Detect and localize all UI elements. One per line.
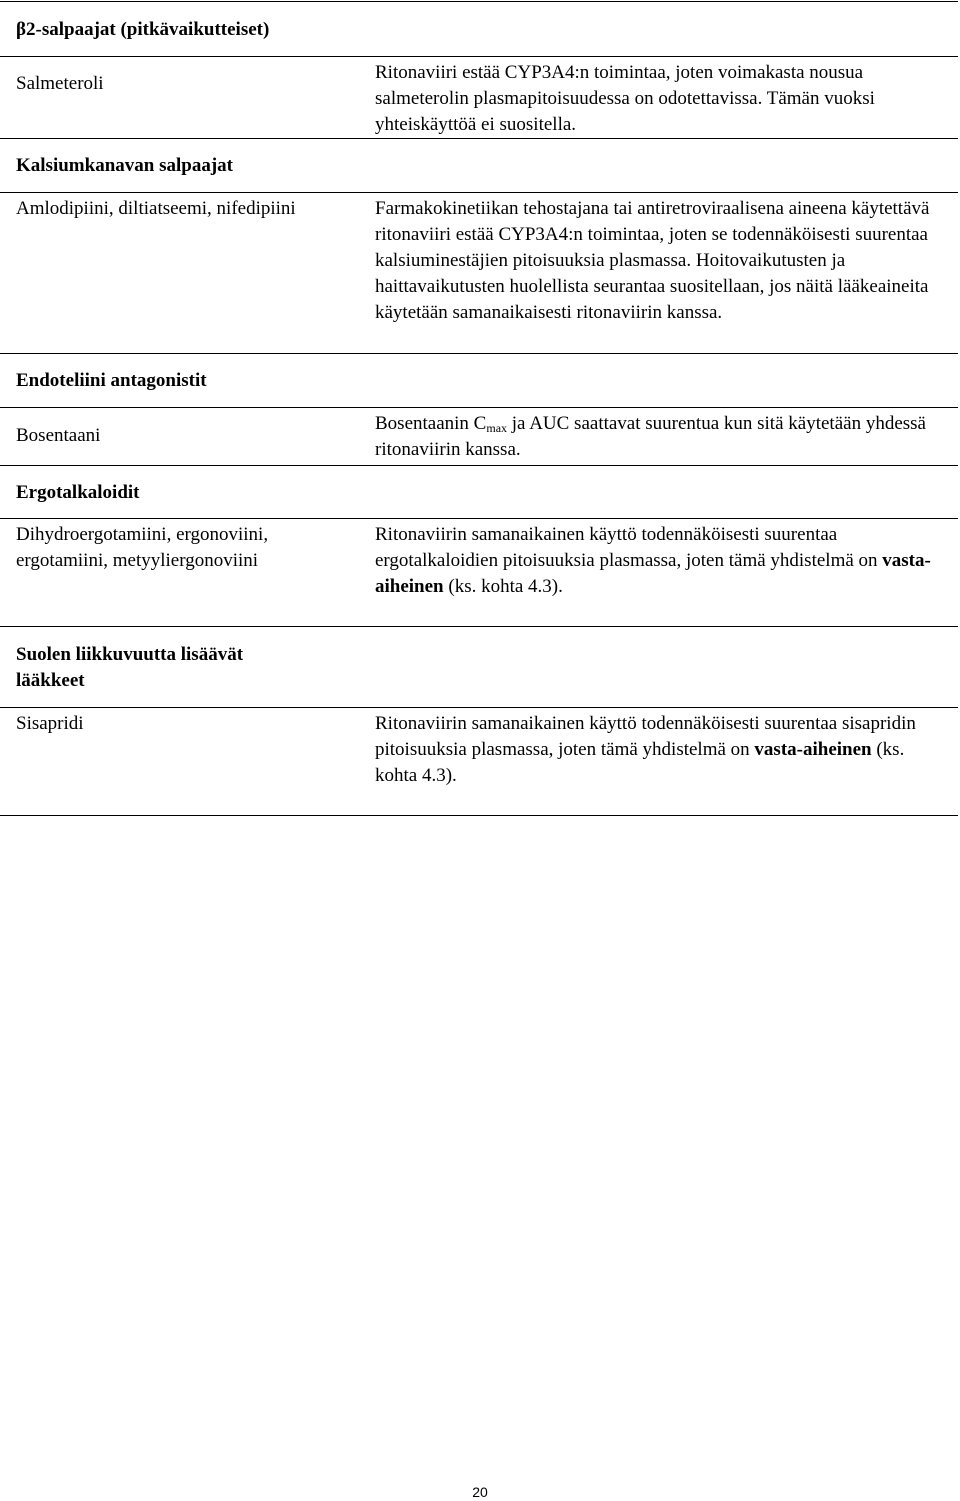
motility-text-before: Ritonaviirin samanaikainen käyttö todennäköisesti suurentaa sisapridin pitoisuuksia plasmassa, joten tämä yhdistelmä on (375, 713, 916, 760)
bottom-rule (0, 815, 958, 816)
cmax-subscript: max (486, 421, 508, 435)
page-number: 20 (472, 1484, 488, 1500)
rule-beta2-drug (0, 56, 958, 57)
rule-endothelin-drug (0, 407, 958, 408)
beta2-heading: β2-salpaajat (pitkävaikutteiset) (16, 19, 270, 40)
ergot-text-before: Ritonaviirin samanaikainen käyttö todennäköisesti suurentaa ergotalkaloidien pitoisuuksia plasmassa, joten tämä yhdistelmä on (375, 524, 883, 571)
calcium-drug: Amlodipiini, diltiatseemi, nifedipiini (16, 198, 296, 219)
rule-endothelin (0, 353, 958, 354)
motility-text (375, 711, 950, 789)
motility-contraindicated: vasta-aiheinen (754, 739, 872, 760)
ergot-heading: Ergotalkaloidit (16, 482, 140, 503)
endothelin-heading: Endoteliini antagonistit (16, 370, 207, 391)
ergot-drug: Dihydroergotamiini, ergonoviini, ergotamiini, metyyliergonoviini (16, 524, 269, 571)
calcium-text: Farmakokinetiikan tehostajana tai antiretroviraalisena aineena käytettävä ritonaviiri estää CYP3A4:n toimintaa, joten se todennäköisesti suurentaa kalsiuminestäjien pitoisuuksia plasmassa. Hoitovaikutusten ja haittavaikutusten huolellista seurantaa suositellaan, jos näitä lääkeaineita käytetään samanaikaisesti ritonaviirin kanssa. (375, 198, 930, 323)
calcium-heading: Kalsiumkanavan salpaajat (16, 155, 233, 176)
rule-motility-drug (0, 707, 958, 708)
endothelin-text-after: ja AUC saattavat suurentua kun sitä käytetään yhdessä ritonaviirin kanssa. (375, 413, 926, 460)
endothelin-drug: Bosentaani (16, 425, 101, 446)
ergot-text-after: (ks. kohta 4.3). (443, 576, 563, 597)
endothelin-text-before: Bosentaanin C (375, 413, 487, 434)
endothelin-text (375, 411, 945, 463)
ergot-contraindicated: vasta-aiheinen (375, 550, 931, 597)
beta2-text: Ritonaviiri estää CYP3A4:n toimintaa, joten voimakasta nousua salmeterolin plasmapitoisuudessa on odotettavissa. Tämän vuoksi yhteiskäyttöä ei suositella. (375, 62, 875, 135)
motility-text-after: (ks. kohta 4.3). (375, 739, 905, 786)
rule-ergot-drug (0, 518, 958, 519)
rule-calcium (0, 138, 958, 139)
beta2-drug: Salmeteroli (16, 73, 104, 94)
rule-motility (0, 626, 958, 627)
rule-ergot (0, 465, 958, 466)
ergot-text (375, 522, 950, 600)
rule-calcium-drug (0, 192, 958, 193)
motility-heading: Suolen liikkuvuutta lisäävät lääkkeet (16, 644, 244, 691)
motility-drug: Sisapridi (16, 713, 84, 734)
top-rule (0, 1, 958, 2)
